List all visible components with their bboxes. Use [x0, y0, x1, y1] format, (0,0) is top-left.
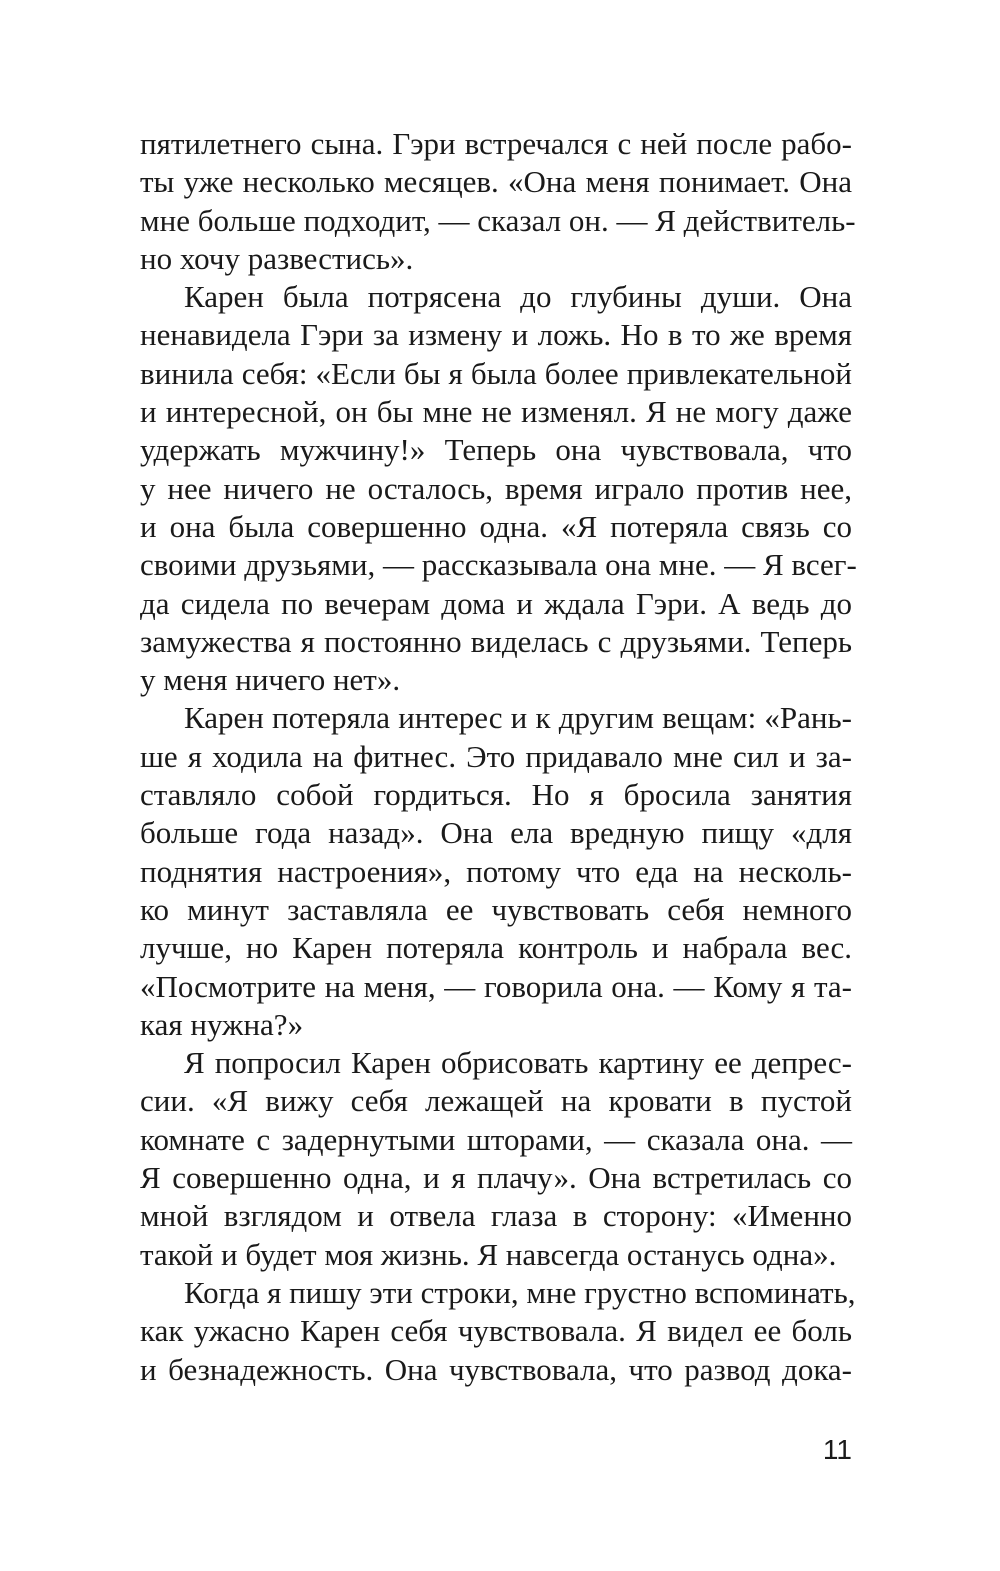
- text-line: ше я ходила на фитнес. Это придавало мне сил и за-: [140, 738, 852, 774]
- text-line: и она была совершенно одна. «Я потеряла связь со: [140, 508, 852, 544]
- text-line: ставляло собой гордиться. Но я бросила занятия: [140, 777, 852, 813]
- text-line: пятилетнего сына. Гэри встречался с ней после рабо-: [140, 126, 852, 161]
- text-line: комнате с задернутыми шторами, — сказала она. —: [140, 1121, 852, 1157]
- text-line: мной взглядом и отвела глаза в сторону: «Именно: [140, 1198, 852, 1234]
- text-line: и безнадежность. Она чувствовала, что развод дока-: [140, 1351, 852, 1387]
- text-line: мне больше подходит, — сказал он. — Я действитель-: [140, 202, 856, 238]
- text-line: и интересной, он бы мне не изменял. Я не могу даже: [140, 394, 852, 430]
- text-line: винила себя: «Если бы я была более привлекательной: [140, 355, 852, 391]
- body-text: [140, 125, 857, 1389]
- text-line: Я совершенно одна, и я плачу». Она встретилась со: [140, 1160, 852, 1196]
- text-line: «Посмотрите на меня, — говорила она. — Кому я та-: [140, 968, 852, 1004]
- text-line: у нее ничего не осталось, время играло против нее,: [140, 470, 852, 506]
- text-line: сии. «Я вижу себя лежащей на кровати в пустой: [140, 1083, 852, 1119]
- text-line: удержать мужчину!» Теперь она чувствовала, что: [140, 432, 852, 468]
- text-line: как ужасно Карен себя чувствовала. Я видел ее боль: [140, 1313, 852, 1349]
- page-number: 11: [822, 1434, 852, 1465]
- text-line: Я попросил Карен обрисовать картину ее депрес-: [184, 1045, 852, 1081]
- text-line: Когда я пишу эти строки, мне грустно вспоминать,: [184, 1274, 856, 1310]
- text-line: да сидела по вечерам дома и ждала Гэри. А ведь до: [140, 585, 852, 621]
- text-line: у меня ничего нет».: [140, 662, 401, 698]
- text-line: ко минут заставляла ее чувствовать себя немного: [140, 891, 852, 927]
- text-line: Карен потеряла интерес и к другим вещам: «Рань-: [184, 700, 852, 736]
- text-line: кая нужна?»: [140, 1006, 304, 1042]
- text-line: Карен была потрясена до глубины души. Она: [184, 279, 852, 315]
- text-line: замужества я постоянно виделась с друзьями. Теперь: [140, 623, 852, 659]
- text-line: своими друзьями, — рассказывала она мне. — Я всег-: [140, 547, 857, 583]
- text-line: такой и будет моя жизнь. Я навсегда останусь одна».: [140, 1236, 837, 1272]
- text-line: поднятия настроения», потому что еда на несколь-: [140, 853, 852, 889]
- text-line: лучше, но Карен потеряла контроль и набрала вес.: [140, 930, 852, 966]
- text-line: но хочу развестись».: [140, 240, 414, 276]
- text-line: ты уже несколько месяцев. «Она меня понимает. Она: [140, 164, 852, 200]
- text-line: больше года назад». Она ела вредную пищу «для: [140, 815, 852, 851]
- text-line: ненавидела Гэри за измену и ложь. Но в то же время: [140, 317, 852, 353]
